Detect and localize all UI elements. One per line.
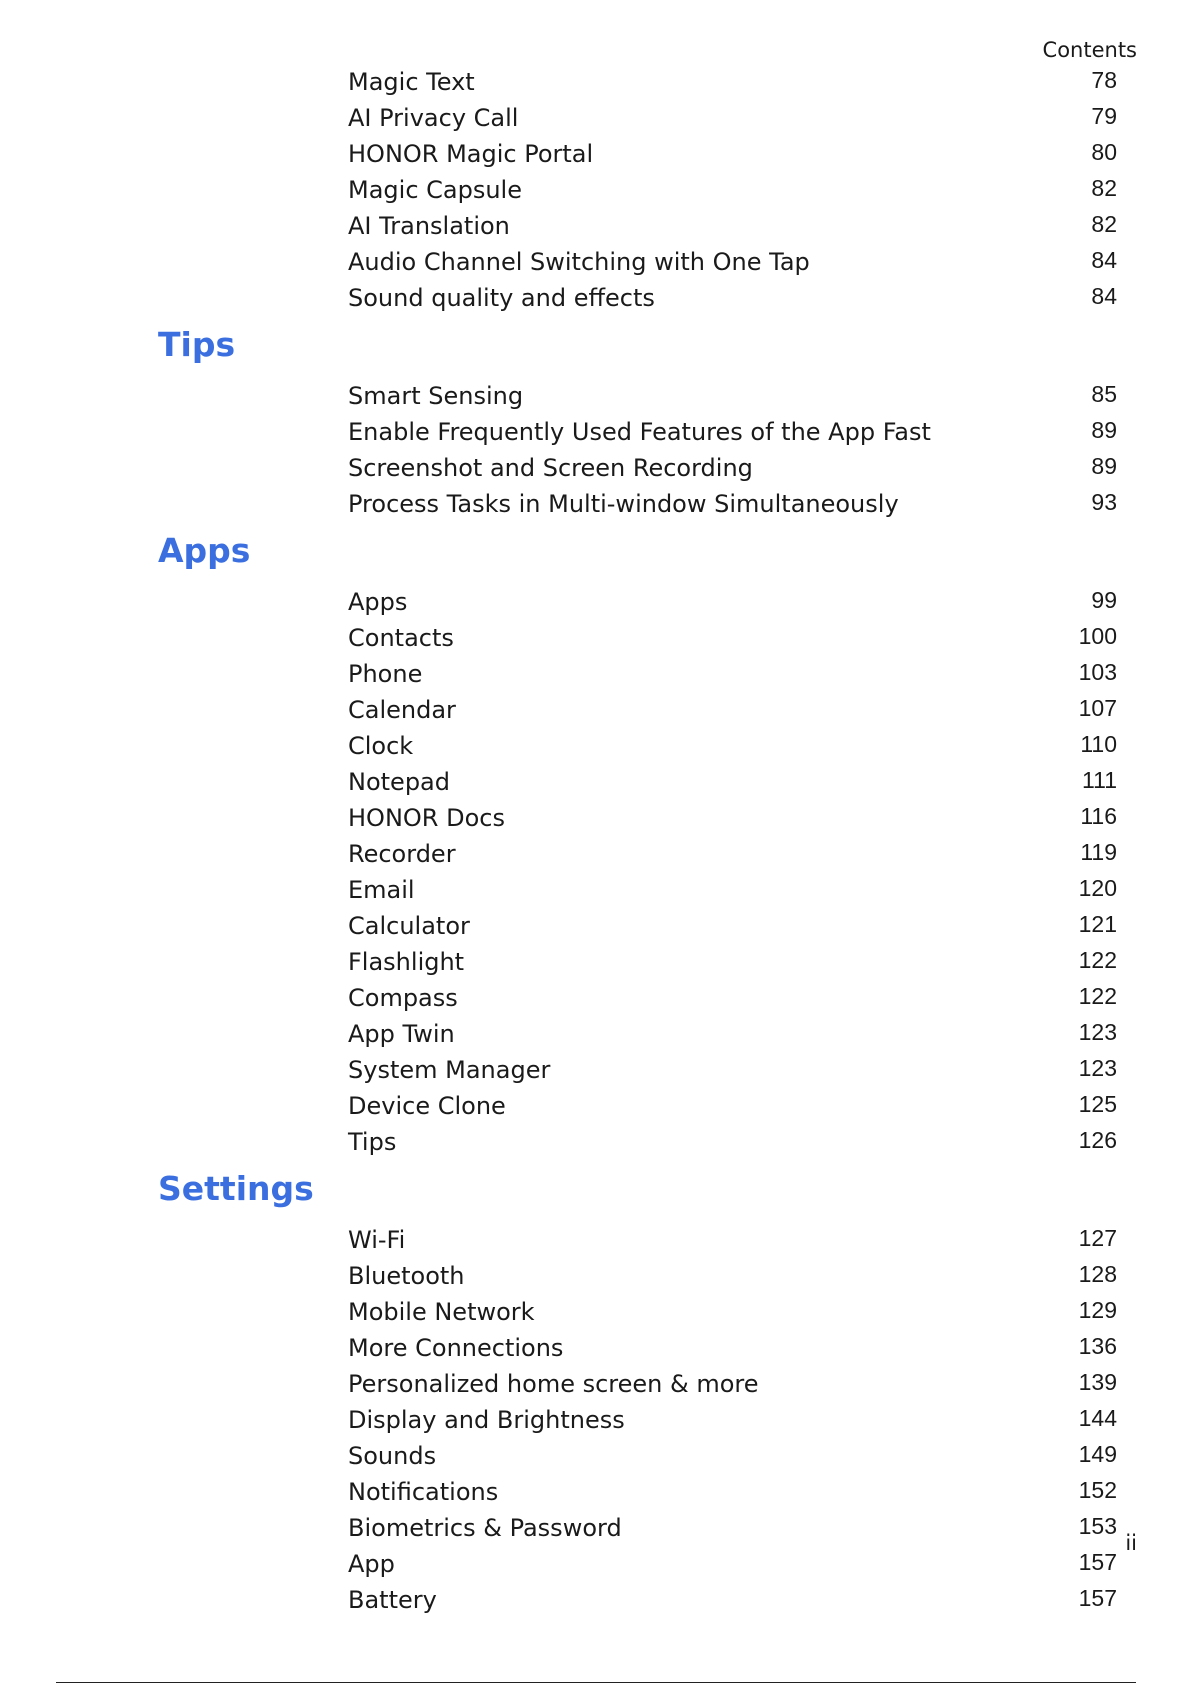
toc-entry-page-number: 89 — [1091, 417, 1117, 443]
toc-entry-title[interactable]: Clock — [348, 732, 414, 760]
toc-entry-page-number: 157 — [1078, 1585, 1117, 1611]
toc-entry-title[interactable]: Contacts — [348, 624, 454, 652]
toc-entry[interactable] — [0, 1583, 1191, 1619]
toc-section-apps — [0, 527, 1191, 585]
toc-entry-page-number: 152 — [1078, 1477, 1117, 1503]
toc-entry-page-number: 126 — [1078, 1127, 1117, 1153]
toc-entry[interactable] — [0, 415, 1191, 451]
toc-entry-page-number: 116 — [1080, 803, 1117, 829]
toc-entry-title[interactable]: Bluetooth — [348, 1262, 465, 1290]
toc-entry[interactable] — [0, 173, 1191, 209]
toc-entry-title[interactable]: Wi-Fi — [348, 1226, 406, 1254]
toc-entry[interactable] — [0, 981, 1191, 1017]
toc-entry-title[interactable]: App Twin — [348, 1020, 455, 1048]
toc-entry[interactable] — [0, 1089, 1191, 1125]
toc-section-settings — [0, 1165, 1191, 1223]
toc-entry[interactable] — [0, 1053, 1191, 1089]
toc-entry[interactable] — [0, 1125, 1191, 1161]
toc-entry-title[interactable]: Personalized home screen & more — [348, 1370, 759, 1398]
toc-entry-title[interactable]: Battery — [348, 1586, 437, 1614]
toc-entry-title[interactable]: Flashlight — [348, 948, 465, 976]
toc-entry-title[interactable]: Notifications — [348, 1478, 499, 1506]
toc-entry[interactable] — [0, 1259, 1191, 1295]
toc-entry-title[interactable]: Device Clone — [348, 1092, 506, 1120]
section-heading[interactable]: Tips — [158, 325, 236, 364]
page-number: ii — [1125, 1531, 1137, 1555]
toc-entry-page-number: 122 — [1078, 983, 1117, 1009]
toc-entry[interactable] — [0, 693, 1191, 729]
toc-entry-page-number: 100 — [1078, 623, 1117, 649]
page-header-title: Contents — [1042, 38, 1137, 62]
toc-entry-title[interactable]: HONOR Docs — [348, 804, 505, 832]
toc-entry-page-number: 107 — [1078, 695, 1117, 721]
toc-entry[interactable] — [0, 909, 1191, 945]
toc-entry-page-number: 79 — [1091, 103, 1117, 129]
toc-entry-title[interactable]: Audio Channel Switching with One Tap — [348, 248, 810, 276]
toc-entry-page-number: 78 — [1091, 67, 1117, 93]
toc-entry-page-number: 85 — [1091, 381, 1117, 407]
toc-entry-title[interactable]: Screenshot and Screen Recording — [348, 454, 753, 482]
toc-entry-title[interactable]: Sound quality and effects — [348, 284, 655, 312]
toc-entry[interactable] — [0, 1223, 1191, 1259]
toc-entry[interactable] — [0, 1295, 1191, 1331]
section-heading[interactable]: Settings — [158, 1169, 314, 1208]
toc-entry-title[interactable]: Recorder — [348, 840, 456, 868]
toc-entry-page-number: 82 — [1091, 175, 1117, 201]
toc-entry-page-number: 123 — [1078, 1055, 1117, 1081]
toc-entry-page-number: 82 — [1091, 211, 1117, 237]
toc-entry-page-number: 129 — [1078, 1297, 1117, 1323]
toc-entry-page-number: 153 — [1078, 1513, 1117, 1539]
toc-entry[interactable] — [0, 621, 1191, 657]
toc-entry-page-number: 149 — [1078, 1441, 1117, 1467]
toc-entry[interactable] — [0, 1547, 1191, 1583]
toc-entry[interactable] — [0, 1511, 1191, 1547]
toc-entry[interactable] — [0, 1439, 1191, 1475]
toc-entry-page-number: 123 — [1078, 1019, 1117, 1045]
toc-entry[interactable] — [0, 1017, 1191, 1053]
toc-entry[interactable] — [0, 487, 1191, 523]
table-of-contents — [0, 65, 1191, 1619]
toc-entry-title[interactable]: Enable Frequently Used Features of the App Fast — [348, 418, 931, 446]
toc-entry-title[interactable]: Mobile Network — [348, 1298, 535, 1326]
toc-entry-page-number: 99 — [1091, 587, 1117, 613]
toc-entry[interactable] — [0, 451, 1191, 487]
toc-entry[interactable] — [0, 1475, 1191, 1511]
toc-entry-page-number: 84 — [1091, 283, 1117, 309]
toc-entry-page-number: 110 — [1080, 731, 1117, 757]
toc-entry[interactable] — [0, 245, 1191, 281]
toc-entry[interactable] — [0, 873, 1191, 909]
toc-entry-page-number: 80 — [1091, 139, 1117, 165]
toc-entry[interactable] — [0, 209, 1191, 245]
toc-entry-page-number: 119 — [1080, 839, 1117, 865]
toc-entry-title[interactable]: Magic Capsule — [348, 176, 522, 204]
toc-entry-title[interactable]: Biometrics & Password — [348, 1514, 622, 1542]
toc-entry[interactable] — [0, 137, 1191, 173]
toc-entry-title[interactable]: More Connections — [348, 1334, 564, 1362]
toc-entry-title[interactable]: Smart Sensing — [348, 382, 524, 410]
toc-entry-title[interactable]: Notepad — [348, 768, 450, 796]
toc-entry[interactable] — [0, 1367, 1191, 1403]
toc-entry[interactable] — [0, 65, 1191, 101]
toc-entry-title[interactable]: App — [348, 1550, 395, 1578]
toc-entry[interactable] — [0, 101, 1191, 137]
toc-entry-page-number: 157 — [1078, 1549, 1117, 1575]
toc-entry-title[interactable]: Phone — [348, 660, 423, 688]
toc-entry-title[interactable]: Compass — [348, 984, 458, 1012]
toc-entry-title[interactable]: Calendar — [348, 696, 456, 724]
toc-entry[interactable] — [0, 1331, 1191, 1367]
toc-entry-page-number: 84 — [1091, 247, 1117, 273]
toc-entry-page-number: 93 — [1091, 489, 1117, 515]
toc-entry[interactable] — [0, 1403, 1191, 1439]
toc-entry-title[interactable]: Display and Brightness — [348, 1406, 625, 1434]
toc-entry-title[interactable]: Email — [348, 876, 415, 904]
toc-entry[interactable] — [0, 657, 1191, 693]
footer-divider — [56, 1682, 1136, 1683]
section-heading[interactable]: Apps — [158, 531, 251, 570]
toc-entry-page-number: 103 — [1078, 659, 1117, 685]
toc-entry-page-number: 128 — [1078, 1261, 1117, 1287]
toc-entry-page-number: 144 — [1078, 1405, 1117, 1431]
toc-entry-page-number: 127 — [1078, 1225, 1117, 1251]
toc-entry-page-number: 139 — [1078, 1369, 1117, 1395]
toc-entry-title[interactable]: AI Privacy Call — [348, 104, 519, 132]
toc-entry[interactable] — [0, 945, 1191, 981]
toc-entry-page-number: 125 — [1078, 1091, 1117, 1117]
toc-entry-title[interactable]: Calculator — [348, 912, 470, 940]
toc-entry-page-number: 120 — [1078, 875, 1117, 901]
toc-entry[interactable] — [0, 729, 1191, 765]
toc-entry-title[interactable]: System Manager — [348, 1056, 551, 1084]
toc-section-tips — [0, 321, 1191, 379]
toc-entry[interactable] — [0, 801, 1191, 837]
toc-entry[interactable] — [0, 379, 1191, 415]
toc-entry-title[interactable]: Process Tasks in Multi-window Simultaneously — [348, 490, 899, 518]
toc-entry-title[interactable]: Sounds — [348, 1442, 437, 1470]
toc-entry-page-number: 89 — [1091, 453, 1117, 479]
toc-entry-title[interactable]: AI Translation — [348, 212, 510, 240]
toc-entry[interactable] — [0, 837, 1191, 873]
toc-entry-page-number: 111 — [1082, 767, 1117, 793]
toc-entry-page-number: 136 — [1078, 1333, 1117, 1359]
toc-entry-page-number: 122 — [1078, 947, 1117, 973]
toc-entry-title[interactable]: HONOR Magic Portal — [348, 140, 594, 168]
toc-entry[interactable] — [0, 281, 1191, 317]
toc-entry[interactable] — [0, 585, 1191, 621]
toc-entry-title[interactable]: Magic Text — [348, 68, 475, 96]
toc-entry-title[interactable]: Tips — [348, 1128, 397, 1156]
toc-entry[interactable] — [0, 765, 1191, 801]
toc-entry-title[interactable]: Apps — [348, 588, 408, 616]
toc-entry-page-number: 121 — [1078, 911, 1117, 937]
